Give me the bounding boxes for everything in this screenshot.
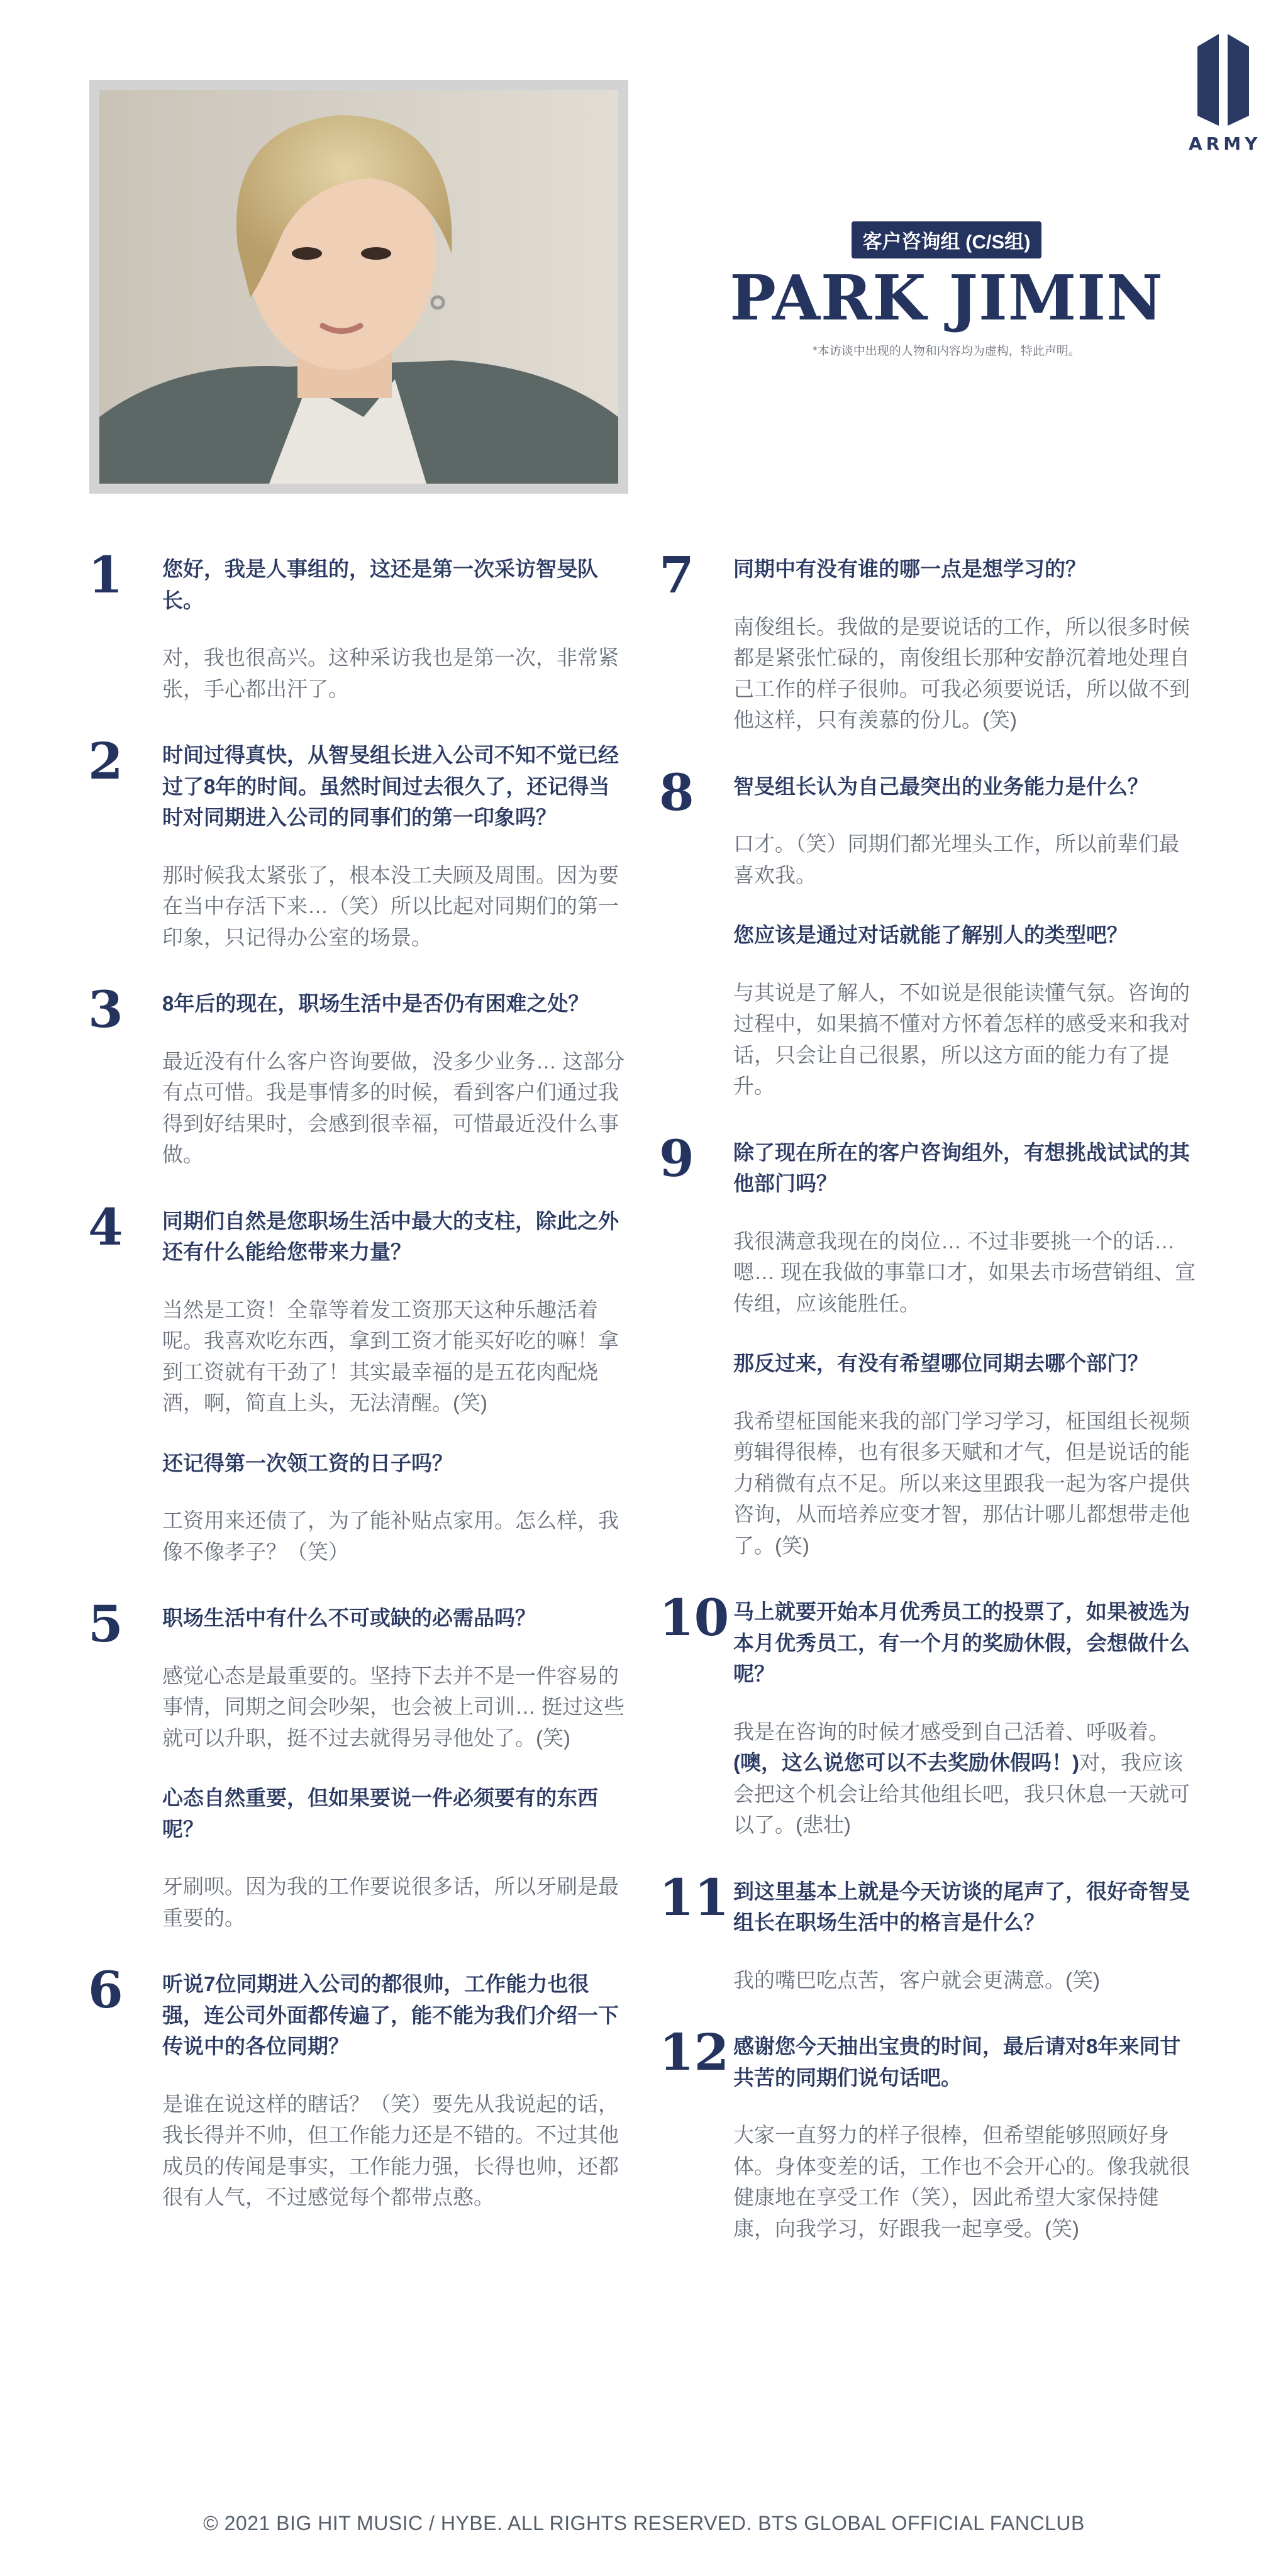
question-number: 11 <box>659 1867 730 1927</box>
qa-item-1 <box>88 545 629 704</box>
qa-item-5 <box>88 1594 629 1933</box>
question-number: 12 <box>659 2023 730 2082</box>
question-number: 10 <box>659 1588 730 1647</box>
answer: 那时候我太紧张了，根本没工夫顾及周围。因为要在当中存活下来…（笑）所以比起对同期们的第一印象，只记得办公室的场景。 <box>162 863 619 949</box>
person-name: PARK JIMIN <box>730 262 1163 335</box>
question-number: 2 <box>88 731 123 791</box>
copyright-footer: © 2021 BIG HIT MUSIC / HYBE. ALL RIGHTS RESERVED. BTS GLOBAL OFFICIAL FANCLUB <box>203 2512 1085 2534</box>
qa-column-right <box>659 545 1200 2279</box>
answer: 对，我也很高兴。这种采访我也是第一次，非常紧张，手心都出汗了。 <box>162 646 619 701</box>
question: 马上就要开始本月优秀员工的投票了，如果被选为本月优秀员工，有一个月的奖励休假，会想做什么呢？ <box>733 1600 1190 1685</box>
answer: 感觉心态是最重要的。坚持下去并不是一件容易的事情，同期之间会吵架，也会被上司训… 挺过这些就可以升职，挺不过去就得另寻他处了。(笑) <box>162 1663 625 1750</box>
answer: 我的嘴巴吃点苦，客户就会更满意。(笑) <box>733 1968 1100 1992</box>
qa-item-6 <box>88 1960 629 2213</box>
question: 同期们自然是您职场生活中最大的支柱，除此之外还有什么能给您带来力量？ <box>162 1209 619 1263</box>
answer-part: 我是在咨询的时候才感受到自己活着、呼吸着。 <box>733 1719 1169 1743</box>
qa-item-10 <box>659 1588 1200 1841</box>
answer: 我很满意我现在的岗位… 不过非要挑一个的话… 嗯… 现在我做的事靠口才，如果去市场营销组、宣传组，应该能胜任。 <box>733 1229 1196 1315</box>
answer <box>733 1716 1200 1841</box>
qa-item-8 <box>659 762 1200 1102</box>
army-logo-icon <box>1189 33 1258 127</box>
follow-up-answer: 牙刷呗。因为我的工作要说很多话，所以牙刷是最重要的。 <box>162 1875 619 1929</box>
follow-up-question: 还记得第一次领工资的日子吗？ <box>162 1451 453 1475</box>
interviewer-interjection: (噢，这么说您可以不去奖励休假吗！) <box>733 1751 1079 1774</box>
question-number: 3 <box>88 980 123 1039</box>
question-number: 7 <box>659 545 694 604</box>
follow-up-answer: 我希望柾国能来我的部门学习学习，柾国组长视频剪辑得很棒，也有很多天赋和才气，但是说话的能力稍微有点不足。所以来这里跟我一起为客户提供咨询，从而培养应变才智，那估计哪儿都想带走他了。(笑) <box>733 1409 1190 1557</box>
follow-up-question: 您应该是通过对话就能了解别人的类型吧？ <box>733 923 1128 947</box>
question-number: 9 <box>659 1128 694 1188</box>
answer: 南俊组长。我做的是要说话的工作，所以很多时候都是紧张忙碌的，南俊组长那种安静沉着地处理自己工作的样子很帅。可我必须要说话，所以做不到他这样，只有羡慕的份儿。(笑) <box>733 614 1190 731</box>
qa-item-11 <box>659 1867 1200 1996</box>
question: 职场生活中有什么不可或缺的必需品吗？ <box>162 1606 536 1629</box>
question-number: 5 <box>88 1594 123 1653</box>
answer-part: 对，我应该会把这个机会让给其他组长吧，我只休息一天就可以了。(悲壮) <box>733 1751 1190 1836</box>
qa-item-12 <box>659 2023 1200 2244</box>
question: 同期中有没有谁的哪一点是想学习的？ <box>733 557 1086 580</box>
question: 您好，我是人事组的，这还是第一次采访智旻队长。 <box>162 557 598 612</box>
answer: 是谁在说这样的瞎话？（笑）要先从我说起的话，我长得并不帅，但工作能力还是不错的。不过其他成员的传闻是事实，工作能力强，长得也帅，还都很有人气，不过感觉每个都带点憨。 <box>162 2092 619 2209</box>
question: 到这里基本上就是今天访谈的尾声了，很好奇智旻组长在职场生活中的格言是什么？ <box>733 1879 1190 1934</box>
answer: 口才。（笑）同期们都光埋头工作，所以前辈们最喜欢我。 <box>733 832 1180 887</box>
question: 听说7位同期进入公司的都很帅，工作能力也很强，连公司外面都传遍了，能不能为我们介绍一下传说中的各位同期？ <box>162 1972 619 2058</box>
qa-item-3 <box>88 980 629 1170</box>
profile-photo <box>99 90 618 484</box>
follow-up-question: 那反过来，有没有希望哪位同期去哪个部门？ <box>733 1352 1148 1375</box>
question-number: 6 <box>88 1960 123 2019</box>
profile-photo-frame <box>89 80 628 494</box>
answer: 大家一直努力的样子很棒，但希望能够照顾好身体。身体变差的话，工作也不会开心的。像我就很健康地在享受工作（笑），因此希望大家保持健康，向我学习，好跟我一起享受。(笑) <box>733 2123 1190 2240</box>
logo-text: ARMY <box>1189 133 1262 154</box>
question: 除了现在所在的客户咨询组外，有想挑战试试的其他部门吗？ <box>733 1140 1190 1195</box>
answer: 最近没有什么客户咨询要做，没多少业务… 这部分有点可惜。我是事情多的时候，看到客户们通过我得到好结果时，会感到很幸福，可惜最近没什么事做。 <box>162 1049 625 1166</box>
question: 8年后的现在，职场生活中是否仍有困难之处？ <box>162 992 589 1015</box>
army-logo <box>1189 33 1262 154</box>
answer: 当然是工资！全靠等着发工资那天这种乐趣活着呢。我喜欢吃东西，拿到工资才能买好吃的嘛！拿到工资就有干劲了！其实最幸福的是五花肉配烧酒，啊，简直上头，无法清醒。(笑) <box>162 1297 619 1414</box>
qa-item-2 <box>88 731 629 953</box>
disclaimer: *本访谈中出现的人物和内容均为虚构，特此声明。 <box>813 344 1080 358</box>
follow-up-answer: 与其说是了解人，不如说是很能读懂气氛。咨询的过程中，如果搞不懂对方怀着怎样的感受来和我对话，只会让自己很累，所以这方面的能力有了提升。 <box>733 980 1190 1097</box>
question: 感谢您今天抽出宝贵的时间，最后请对8年来同甘共苦的同期们说句话吧。 <box>733 2035 1181 2089</box>
question-number: 8 <box>659 762 694 822</box>
follow-up-answer: 工资用来还债了，为了能补贴点家用。怎么样，我像不像孝子？（笑） <box>162 1509 619 1563</box>
qa-item-4 <box>88 1197 629 1568</box>
question-number: 1 <box>88 545 123 604</box>
interview-header <box>711 221 1182 358</box>
qa-item-9 <box>659 1128 1200 1562</box>
question: 时间过得真快，从智旻组长进入公司不知不觉已经过了8年的时间。虽然时间过去很久了，还记得当时对同期进入公司的同事们的第一印象吗？ <box>162 743 619 829</box>
qa-column-left <box>88 545 629 2248</box>
question: 智旻组长认为自己最突出的业务能力是什么？ <box>733 774 1148 798</box>
follow-up-question: 心态自然重要，但如果要说一件必须要有的东西呢？ <box>162 1786 598 1841</box>
department-badge: 客户咨询组 (C/S组) <box>852 221 1042 258</box>
qa-item-7 <box>659 545 1200 736</box>
question-number: 4 <box>88 1197 123 1257</box>
